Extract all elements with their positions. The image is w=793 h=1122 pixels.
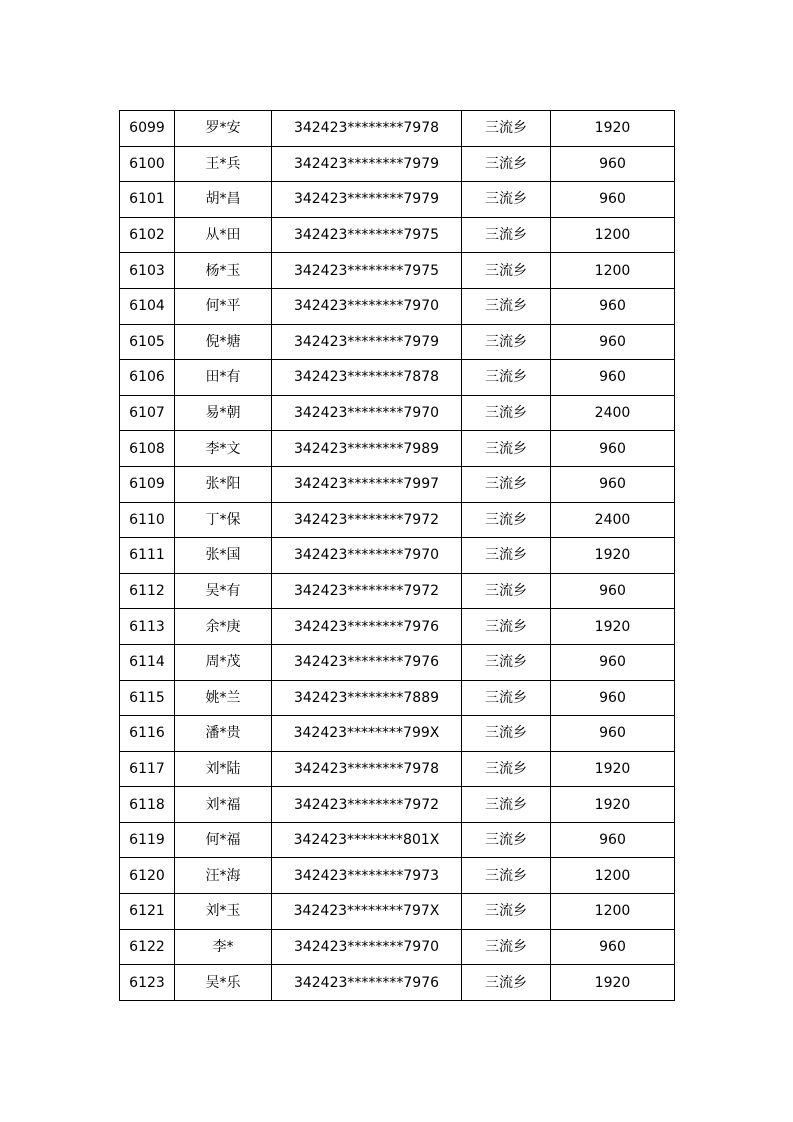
serial-number-cell: 6114 <box>120 644 175 680</box>
id-number-cell: 342423********7979 <box>272 324 462 360</box>
serial-number-cell: 6105 <box>120 324 175 360</box>
township-cell: 三流乡 <box>462 253 551 289</box>
serial-number-cell: 6122 <box>120 929 175 965</box>
table-row <box>120 929 675 965</box>
township-cell: 三流乡 <box>462 822 551 858</box>
name-cell: 汪*海 <box>175 858 272 894</box>
serial-number-cell: 6120 <box>120 858 175 894</box>
serial-number-cell: 6109 <box>120 466 175 502</box>
table-row <box>120 431 675 467</box>
serial-number-cell: 6115 <box>120 680 175 716</box>
serial-number-cell: 6113 <box>120 609 175 645</box>
roster-table-body <box>120 111 675 1001</box>
id-number-cell: 342423********7970 <box>272 288 462 324</box>
township-cell: 三流乡 <box>462 680 551 716</box>
serial-number-cell: 6118 <box>120 787 175 823</box>
serial-number-cell: 6106 <box>120 360 175 396</box>
township-cell: 三流乡 <box>462 146 551 182</box>
amount-cell: 1200 <box>551 253 675 289</box>
table-row <box>120 360 675 396</box>
township-cell: 三流乡 <box>462 324 551 360</box>
township-cell: 三流乡 <box>462 894 551 930</box>
table-row <box>120 573 675 609</box>
amount-cell: 960 <box>551 324 675 360</box>
amount-cell: 960 <box>551 288 675 324</box>
township-cell: 三流乡 <box>462 965 551 1001</box>
township-cell: 三流乡 <box>462 502 551 538</box>
township-cell: 三流乡 <box>462 609 551 645</box>
name-cell: 刘*福 <box>175 787 272 823</box>
name-cell: 张*国 <box>175 538 272 574</box>
id-number-cell: 342423********797X <box>272 894 462 930</box>
amount-cell: 960 <box>551 644 675 680</box>
amount-cell: 1200 <box>551 894 675 930</box>
table-row <box>120 609 675 645</box>
serial-number-cell: 6099 <box>120 111 175 147</box>
id-number-cell: 342423********801X <box>272 822 462 858</box>
table-row <box>120 538 675 574</box>
id-number-cell: 342423********7973 <box>272 858 462 894</box>
id-number-cell: 342423********7878 <box>272 360 462 396</box>
serial-number-cell: 6102 <box>120 217 175 253</box>
id-number-cell: 342423********7979 <box>272 146 462 182</box>
name-cell: 从*田 <box>175 217 272 253</box>
name-cell: 易*朝 <box>175 395 272 431</box>
amount-cell: 1920 <box>551 787 675 823</box>
serial-number-cell: 6108 <box>120 431 175 467</box>
amount-cell: 2400 <box>551 502 675 538</box>
township-cell: 三流乡 <box>462 929 551 965</box>
name-cell: 胡*昌 <box>175 182 272 218</box>
township-cell: 三流乡 <box>462 111 551 147</box>
serial-number-cell: 6100 <box>120 146 175 182</box>
name-cell: 刘*玉 <box>175 894 272 930</box>
name-cell: 丁*保 <box>175 502 272 538</box>
id-number-cell: 342423********7972 <box>272 502 462 538</box>
name-cell: 余*庚 <box>175 609 272 645</box>
amount-cell: 960 <box>551 822 675 858</box>
id-number-cell: 342423********7978 <box>272 751 462 787</box>
id-number-cell: 342423********7997 <box>272 466 462 502</box>
amount-cell: 2400 <box>551 395 675 431</box>
id-number-cell: 342423********799X <box>272 716 462 752</box>
serial-number-cell: 6112 <box>120 573 175 609</box>
id-number-cell: 342423********7976 <box>272 644 462 680</box>
amount-cell: 1200 <box>551 858 675 894</box>
id-number-cell: 342423********7978 <box>272 111 462 147</box>
name-cell: 姚*兰 <box>175 680 272 716</box>
id-number-cell: 342423********7975 <box>272 253 462 289</box>
amount-cell: 1920 <box>551 609 675 645</box>
township-cell: 三流乡 <box>462 573 551 609</box>
id-number-cell: 342423********7979 <box>272 182 462 218</box>
table-row <box>120 324 675 360</box>
amount-cell: 1920 <box>551 111 675 147</box>
table-row <box>120 894 675 930</box>
table-row <box>120 182 675 218</box>
table-row <box>120 787 675 823</box>
table-row <box>120 644 675 680</box>
serial-number-cell: 6103 <box>120 253 175 289</box>
serial-number-cell: 6117 <box>120 751 175 787</box>
name-cell: 杨*玉 <box>175 253 272 289</box>
name-cell: 李* <box>175 929 272 965</box>
amount-cell: 960 <box>551 360 675 396</box>
name-cell: 李*文 <box>175 431 272 467</box>
roster-table <box>119 110 675 1001</box>
name-cell: 张*阳 <box>175 466 272 502</box>
serial-number-cell: 6111 <box>120 538 175 574</box>
name-cell: 潘*贵 <box>175 716 272 752</box>
amount-cell: 960 <box>551 146 675 182</box>
township-cell: 三流乡 <box>462 858 551 894</box>
township-cell: 三流乡 <box>462 538 551 574</box>
amount-cell: 960 <box>551 929 675 965</box>
serial-number-cell: 6110 <box>120 502 175 538</box>
name-cell: 吴*乐 <box>175 965 272 1001</box>
name-cell: 吴*有 <box>175 573 272 609</box>
table-row <box>120 751 675 787</box>
name-cell: 罗*安 <box>175 111 272 147</box>
id-number-cell: 342423********7889 <box>272 680 462 716</box>
amount-cell: 1920 <box>551 751 675 787</box>
table-row <box>120 502 675 538</box>
table-row <box>120 253 675 289</box>
id-number-cell: 342423********7976 <box>272 609 462 645</box>
serial-number-cell: 6116 <box>120 716 175 752</box>
township-cell: 三流乡 <box>462 751 551 787</box>
amount-cell: 960 <box>551 466 675 502</box>
serial-number-cell: 6119 <box>120 822 175 858</box>
table-row <box>120 217 675 253</box>
township-cell: 三流乡 <box>462 360 551 396</box>
township-cell: 三流乡 <box>462 787 551 823</box>
table-row <box>120 716 675 752</box>
township-cell: 三流乡 <box>462 716 551 752</box>
table-row <box>120 288 675 324</box>
table-row <box>120 146 675 182</box>
serial-number-cell: 6123 <box>120 965 175 1001</box>
name-cell: 王*兵 <box>175 146 272 182</box>
township-cell: 三流乡 <box>462 644 551 680</box>
amount-cell: 960 <box>551 431 675 467</box>
township-cell: 三流乡 <box>462 288 551 324</box>
table-row <box>120 111 675 147</box>
id-number-cell: 342423********7972 <box>272 573 462 609</box>
table-row <box>120 680 675 716</box>
township-cell: 三流乡 <box>462 182 551 218</box>
amount-cell: 960 <box>551 680 675 716</box>
id-number-cell: 342423********7970 <box>272 395 462 431</box>
name-cell: 刘*陆 <box>175 751 272 787</box>
table-row <box>120 965 675 1001</box>
table-row <box>120 395 675 431</box>
name-cell: 何*福 <box>175 822 272 858</box>
amount-cell: 960 <box>551 573 675 609</box>
amount-cell: 1200 <box>551 217 675 253</box>
id-number-cell: 342423********7976 <box>272 965 462 1001</box>
serial-number-cell: 6107 <box>120 395 175 431</box>
serial-number-cell: 6101 <box>120 182 175 218</box>
table-row <box>120 858 675 894</box>
amount-cell: 1920 <box>551 538 675 574</box>
table-row <box>120 466 675 502</box>
serial-number-cell: 6121 <box>120 894 175 930</box>
township-cell: 三流乡 <box>462 395 551 431</box>
id-number-cell: 342423********7970 <box>272 538 462 574</box>
township-cell: 三流乡 <box>462 217 551 253</box>
id-number-cell: 342423********7975 <box>272 217 462 253</box>
name-cell: 周*茂 <box>175 644 272 680</box>
township-cell: 三流乡 <box>462 431 551 467</box>
name-cell: 何*平 <box>175 288 272 324</box>
table-row <box>120 822 675 858</box>
id-number-cell: 342423********7989 <box>272 431 462 467</box>
amount-cell: 1920 <box>551 965 675 1001</box>
serial-number-cell: 6104 <box>120 288 175 324</box>
name-cell: 田*有 <box>175 360 272 396</box>
id-number-cell: 342423********7970 <box>272 929 462 965</box>
amount-cell: 960 <box>551 182 675 218</box>
amount-cell: 960 <box>551 716 675 752</box>
id-number-cell: 342423********7972 <box>272 787 462 823</box>
name-cell: 倪*塘 <box>175 324 272 360</box>
township-cell: 三流乡 <box>462 466 551 502</box>
